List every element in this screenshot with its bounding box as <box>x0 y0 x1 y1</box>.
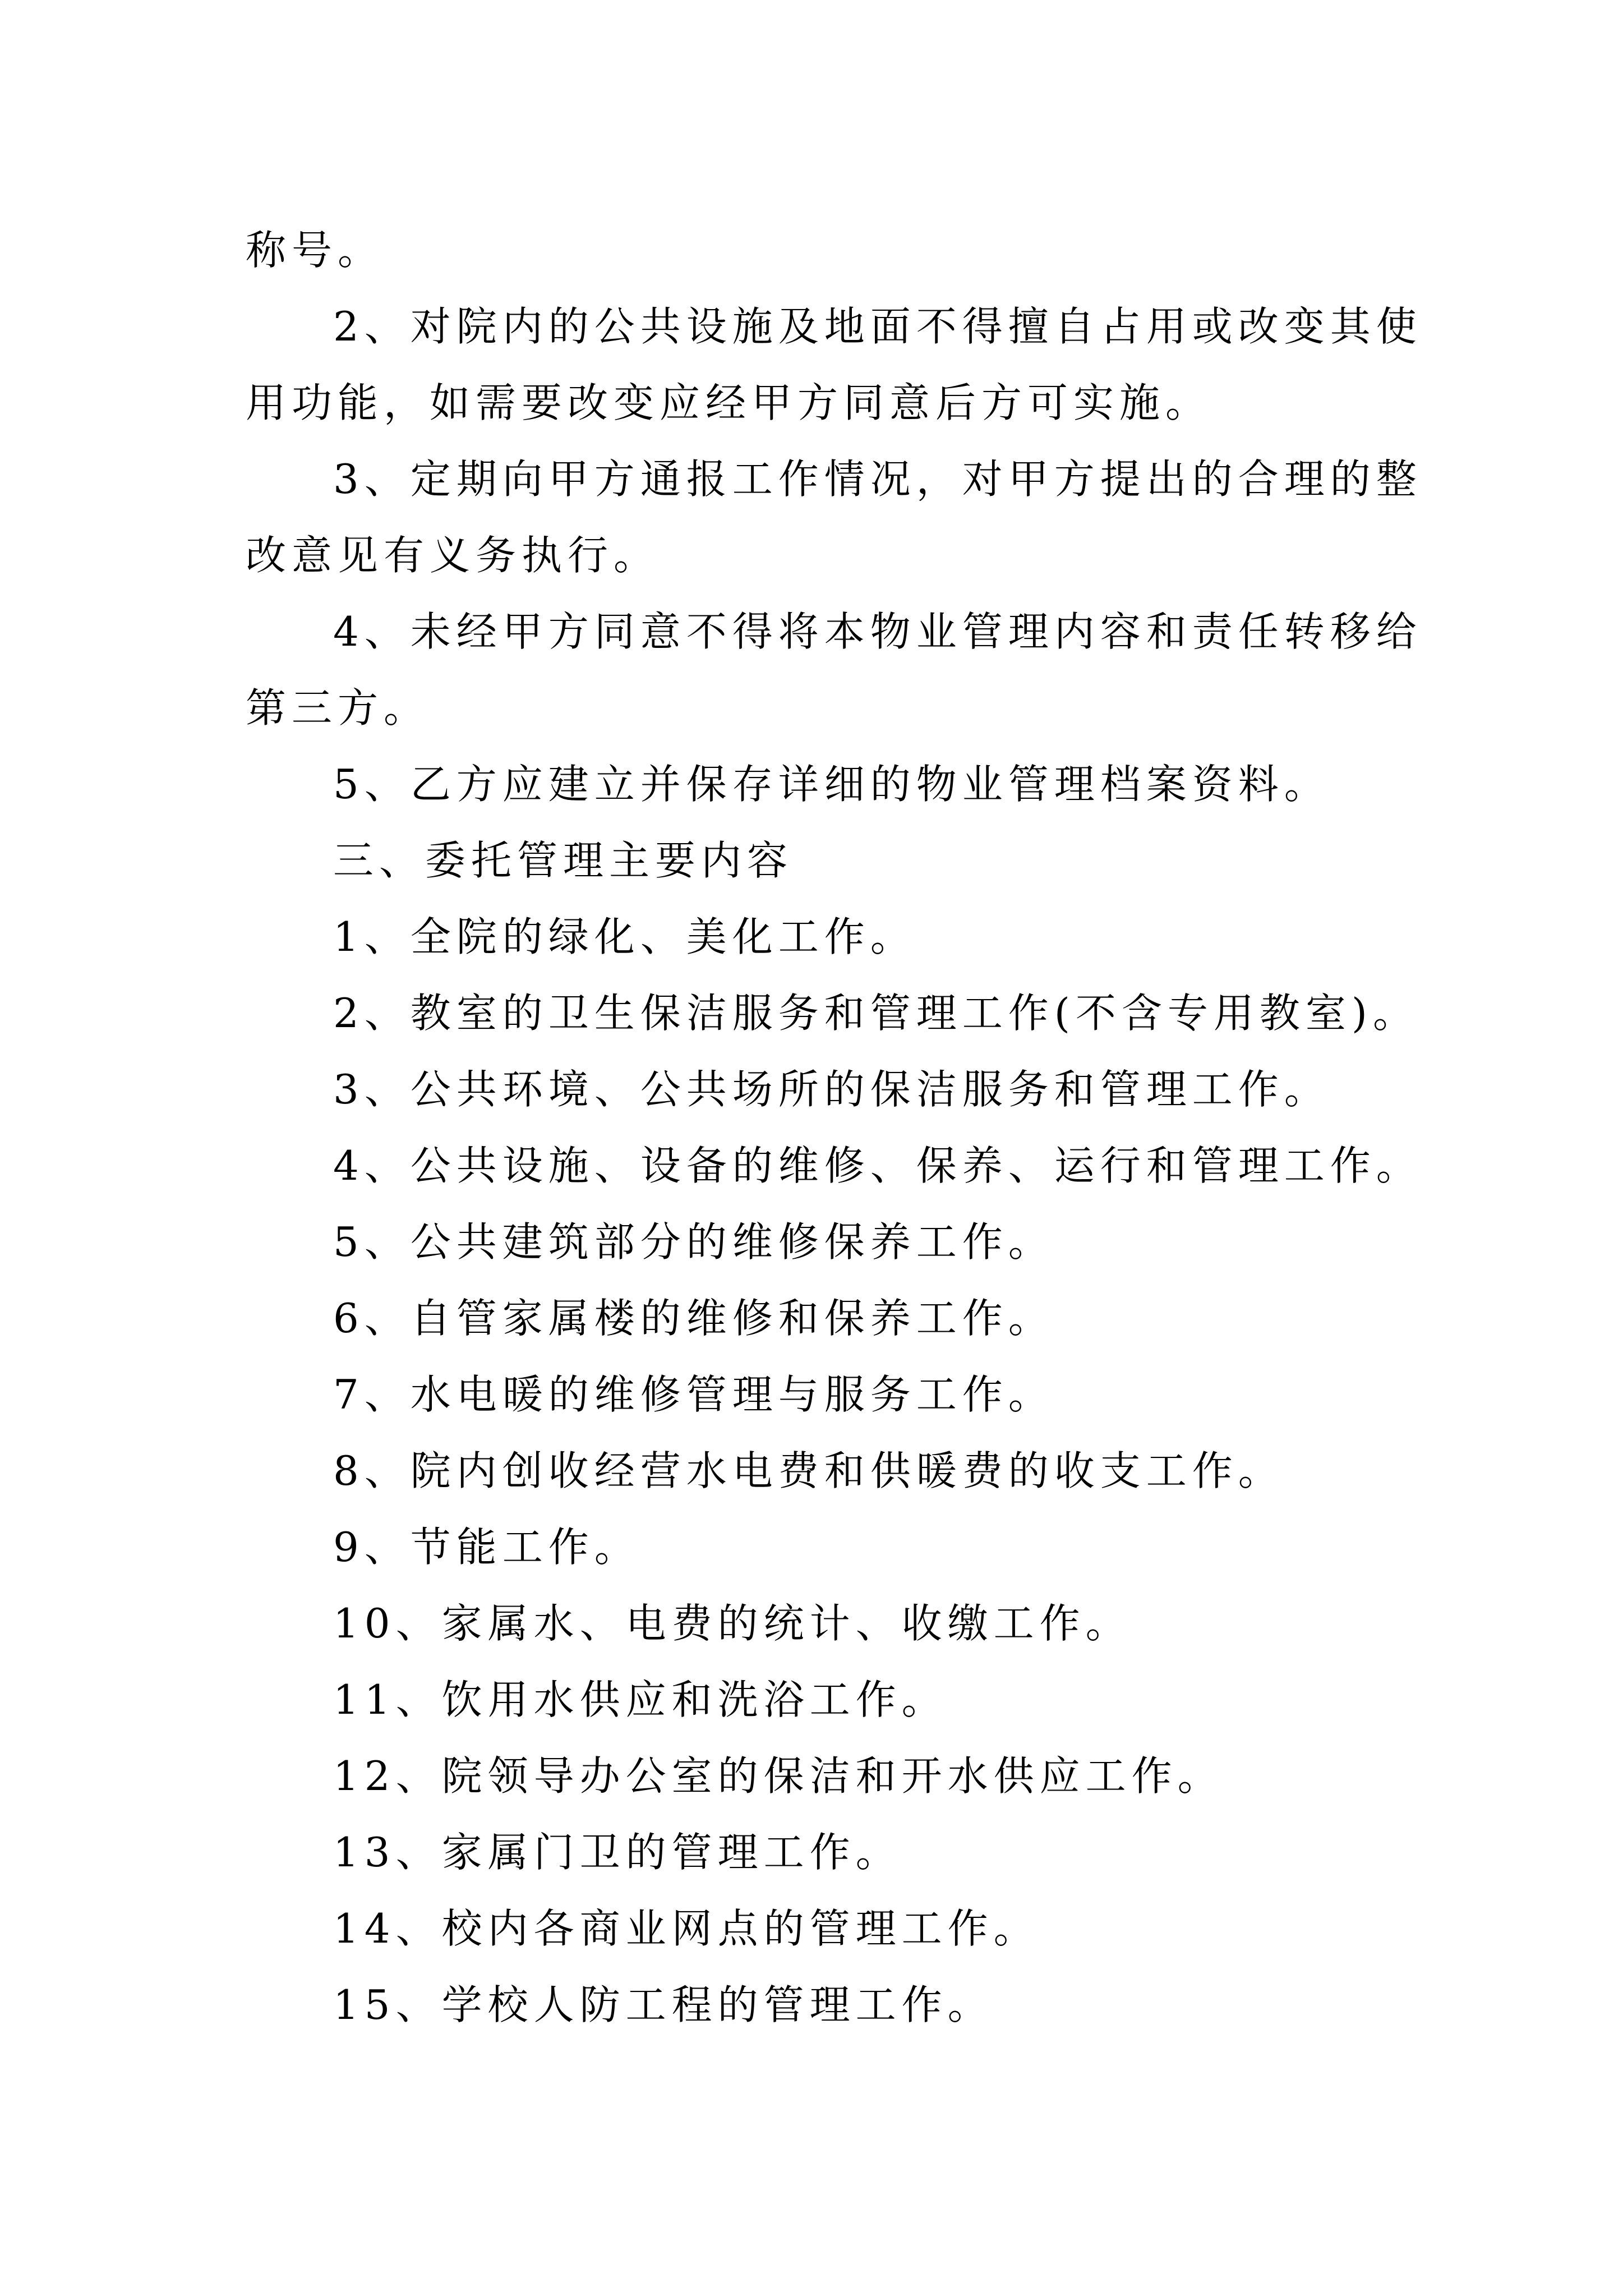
list-item: 1、全院的绿化、美化工作。 <box>333 913 916 960</box>
list-item: 13、家属门卫的管理工作。 <box>333 1829 902 1876</box>
list-item: 5、公共建筑部分的维修保养工作。 <box>333 1218 1054 1266</box>
text-line: 改意见有义务执行。 <box>246 532 660 579</box>
text-line: 3、定期向甲方通报工作情况，对甲方提出的合理的整 <box>333 455 1422 503</box>
document-body <box>246 212 1422 2043</box>
list-item: 8、院内创收经营水电费和供暖费的收支工作。 <box>333 1447 1284 1494</box>
text-line: 称号。 <box>246 227 384 274</box>
list-item: 9、节能工作。 <box>333 1524 640 1571</box>
text-line: 第三方。 <box>246 684 430 731</box>
list-item: 2、教室的卫生保洁服务和管理工作(不含专用教室)。 <box>333 990 1419 1037</box>
section-heading: 三、委托管理主要内容 <box>333 837 794 884</box>
text-line: 2、对院内的公共设施及地面不得擅自占用或改变其使 <box>333 303 1422 350</box>
list-item: 7、水电暖的维修管理与服务工作。 <box>333 1371 1054 1418</box>
list-item: 14、校内各商业网点的管理工作。 <box>333 1905 1040 1952</box>
list-item: 12、院领导办公室的保洁和开水供应工作。 <box>333 1752 1224 1800</box>
list-item: 3、公共环境、公共场所的保洁服务和管理工作。 <box>333 1066 1330 1113</box>
text-line: 用功能，如需要改变应经甲方同意后方可实施。 <box>246 379 1212 426</box>
list-item: 10、家属水、电费的统计、收缴工作。 <box>333 1600 1132 1647</box>
list-item: 6、自管家属楼的维修和保养工作。 <box>333 1295 1054 1342</box>
list-item: 4、公共设施、设备的维修、保养、运行和管理工作。 <box>333 1142 1422 1189</box>
text-line: 4、未经甲方同意不得将本物业管理内容和责任转移给 <box>333 608 1422 655</box>
text-line: 5、乙方应建立并保存详细的物业管理档案资料。 <box>333 761 1330 808</box>
list-item: 11、饮用水供应和洗浴工作。 <box>333 1676 948 1723</box>
list-item: 15、学校人防工程的管理工作。 <box>333 1981 994 2028</box>
